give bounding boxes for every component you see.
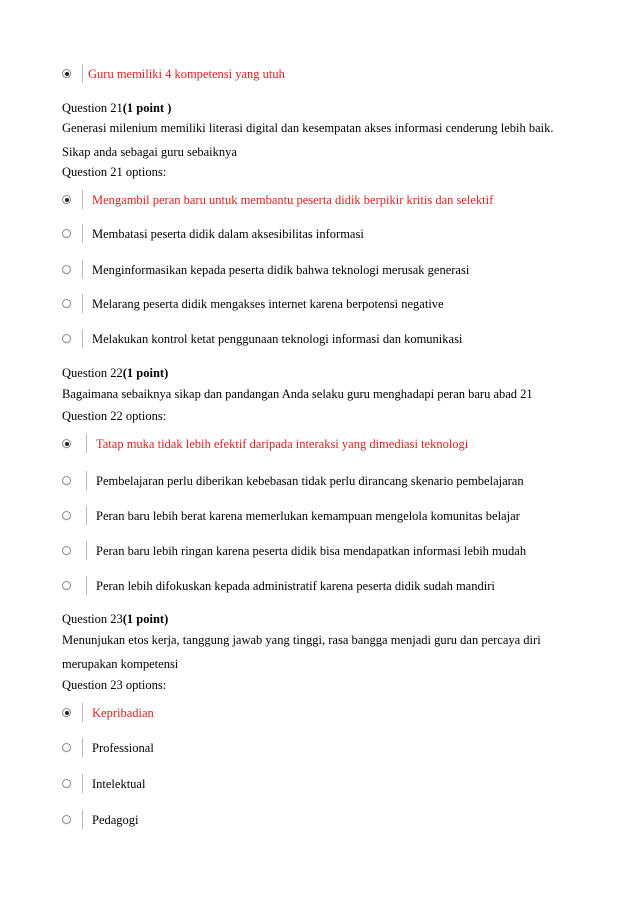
option-text: Peran baru lebih ringan karena peserta didik bisa mendapatkan informasi lebih mudah (96, 544, 527, 558)
option-text: Peran baru lebih berat karena memerlukan kemampuan mengelola komunitas belajar (96, 509, 520, 523)
option-text: Melakukan kontrol ketat penggunaan teknologi informasi dan komunikasi (92, 332, 463, 346)
q21-heading (62, 100, 171, 116)
option-separator (82, 703, 83, 722)
radio-selected-icon[interactable] (62, 69, 71, 78)
q23-heading (62, 611, 168, 627)
q22-option-0[interactable] (62, 436, 602, 456)
option-text: Intelektual (92, 777, 146, 791)
q22-heading (62, 365, 168, 381)
option-separator (82, 774, 83, 793)
option-separator (82, 329, 83, 348)
option-text: Professional (92, 741, 154, 755)
option-text: Kepribadian (92, 706, 154, 720)
q21-option-3[interactable] (62, 296, 602, 316)
option-separator (86, 471, 87, 490)
q22-options-label: Question 22 options: (62, 409, 167, 423)
option-separator (82, 190, 83, 209)
option-text: Pembelajaran perlu diberikan kebebasan tidak perlu dirancang skenario pembelajaran (96, 474, 524, 488)
radio-selected-icon[interactable] (62, 439, 71, 448)
q21-text-line2: Sikap anda sebagai guru sebaiknya (62, 145, 237, 159)
question-number: Question 21 (62, 101, 123, 115)
radio-icon[interactable] (62, 546, 71, 555)
option-separator (82, 294, 83, 313)
q23-option-3[interactable] (62, 812, 602, 832)
q22-option-1[interactable] (62, 473, 602, 493)
radio-selected-icon[interactable] (62, 708, 71, 717)
question-number: Question 22 (62, 366, 123, 380)
option-text: Melarang peserta didik mengakses internet karena berpotensi negative (92, 297, 444, 311)
radio-icon[interactable] (62, 743, 71, 752)
q22-option-2[interactable] (62, 508, 602, 528)
radio-icon[interactable] (62, 476, 71, 485)
option-text: Peran lebih difokuskan kepada administratif karena peserta didik sudah mandiri (96, 579, 495, 593)
q23-option-1[interactable] (62, 740, 602, 760)
q23-option-2[interactable] (62, 776, 602, 796)
q23-text-line1: Menunjukan etos kerja, tanggung jawab yang tinggi, rasa bangga menjadi guru dan percaya diri (62, 633, 541, 647)
q22-option-3[interactable] (62, 543, 602, 563)
option-separator (82, 260, 83, 279)
option-separator (86, 576, 87, 595)
question-points: (1 point) (122, 612, 169, 626)
q21-options-label: Question 21 options: (62, 165, 167, 179)
q22-option-4[interactable] (62, 578, 602, 598)
option-separator (82, 64, 83, 83)
option-separator (86, 541, 87, 560)
option-text: Pedagogi (92, 813, 139, 827)
option-text: Menginformasikan kepada peserta didik bahwa teknologi merusak generasi (92, 263, 470, 277)
option-text: Mengambil peran baru untuk membantu peserta didik berpikir kritis dan selektif (92, 193, 494, 207)
option-separator (82, 738, 83, 757)
option-text: Guru memiliki 4 kompetensi yang utuh (88, 67, 285, 81)
q21-option-1[interactable] (62, 226, 602, 246)
radio-icon[interactable] (62, 511, 71, 520)
question-points: (1 point ) (122, 101, 172, 115)
q23-options-label: Question 23 options: (62, 678, 167, 692)
question-points: (1 point) (122, 366, 169, 380)
radio-icon[interactable] (62, 265, 71, 274)
option-separator (82, 224, 83, 243)
q21-option-2[interactable] (62, 262, 602, 282)
q23-option-0[interactable] (62, 705, 602, 725)
radio-selected-icon[interactable] (62, 195, 71, 204)
option-separator (82, 810, 83, 829)
q20-option-0[interactable] (62, 66, 602, 86)
q21-text-line1: Generasi milenium memiliki literasi digital dan kesempatan akses informasi cenderung lebih baik. (62, 121, 554, 135)
q22-text-line1: Bagaimana sebaiknya sikap dan pandangan Anda selaku guru menghadapi peran baru abad 21 (62, 387, 533, 401)
option-text: Membatasi peserta didik dalam aksesibilitas informasi (92, 227, 364, 241)
option-separator (86, 434, 87, 453)
q21-option-4[interactable] (62, 331, 602, 351)
radio-icon[interactable] (62, 815, 71, 824)
q21-option-0[interactable] (62, 192, 602, 212)
question-number: Question 23 (62, 612, 123, 626)
radio-icon[interactable] (62, 299, 71, 308)
q23-text-line2: merupakan kompetensi (62, 657, 179, 671)
radio-icon[interactable] (62, 779, 71, 788)
option-text: Tatap muka tidak lebih efektif daripada interaksi yang dimediasi teknologi (96, 437, 469, 451)
radio-icon[interactable] (62, 334, 71, 343)
radio-icon[interactable] (62, 581, 71, 590)
radio-icon[interactable] (62, 229, 71, 238)
option-separator (86, 506, 87, 525)
